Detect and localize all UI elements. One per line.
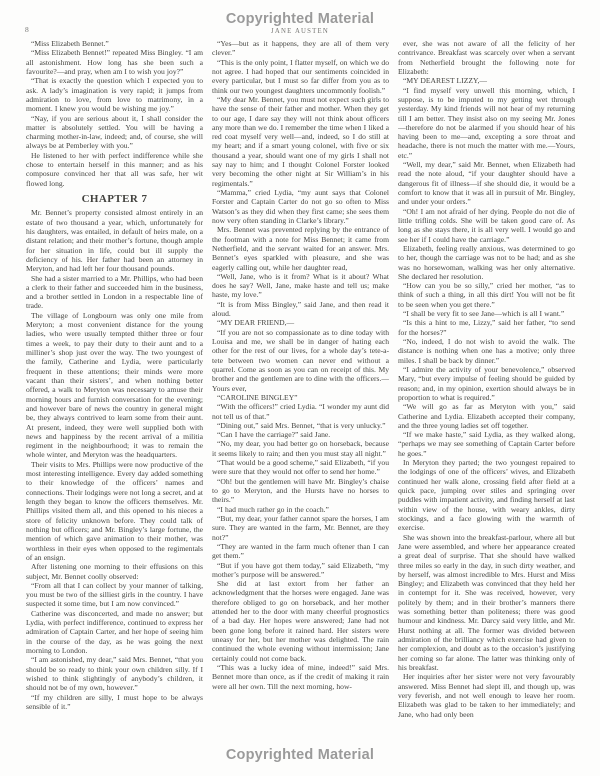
paragraph: “Miss Elizabeth Bennet.” xyxy=(31,39,109,48)
paragraph: She had a sister married to a Mr. Phillips, who had been a clerk to their father and succeeded him in the business, and a brother settled in London in a respectable line of trade. xyxy=(26,273,203,311)
watermark-bottom: Copyrighted Material xyxy=(225,747,375,763)
paragraph: “From all that I can collect by your manner of talking, you must be two of the silliest girls in the country. I have suspected it some time, but I am now convinced.” xyxy=(26,580,203,609)
text-columns xyxy=(26,39,575,751)
paragraph: “MY DEAR FRIEND,— xyxy=(217,318,295,328)
paragraph: “But, my dear, your father cannot spare the horses, I am sure. They are wanted in the farm, Mr. Bennet, are they not?” xyxy=(212,513,389,542)
text-column-middle xyxy=(212,39,389,751)
paragraph: Their visits to Mrs. Phillips were now productive of the most interesting intelligence. Every day added something to their knowledge of the officers’ names and connections. Their lodgings were not long a secret, and at length they began to know the officers themselves. Mr. Phillips visited them all, and this opened to his nieces a store of felicity unknown before. They could talk of nothing but officers; and Mr. Bingley’s large fortune, the mention of which gave animation to their mother, was worthless in their eyes when opposed to the regimentals of an ensign. xyxy=(26,459,203,562)
paragraph: He listened to her with perfect indifference while she chose to entertain herself in this manner; and as his composure convinced her that all was safe, her wit flowed long. xyxy=(26,150,203,188)
paragraph: “If my children are silly, I must hope to be always sensible of it.” xyxy=(26,692,203,711)
chapter-heading: CHAPTER 7 xyxy=(81,193,148,205)
paragraph: “Nay, if you are serious about it, I shall consider the matter is absolutely settled. You will be having a charming mother-in-law, indeed; and, of course, she will always be at Pemberley with you.” xyxy=(26,113,203,151)
paragraph: “Is this a hint to me, Lizzy,” said her father, “to send for the horses?” xyxy=(398,318,575,337)
paragraph: “Can I have the carriage?” said Jane. xyxy=(217,430,331,440)
paragraph: “Oh! I am not afraid of her dying. People do not die of little trifling colds. She will be taken good care of. As long as she stays there, it is all very well. I would go and see her if I could have the carriage.” xyxy=(398,206,575,244)
paragraph: “That would be a good scheme,” said Elizabeth, “if you were sure that they would not offer to send her home.” xyxy=(212,458,389,477)
paragraph: “Oh! but the gentlemen will have Mr. Bingley’s chaise to go to Meryton, and the Hursts have no horses to theirs.” xyxy=(212,476,389,505)
paragraph: Mr. Bennet’s property consisted almost entirely in an estate of two thousand a year, which, unfortunately for his daughters, was entailed, in default of heirs male, on a distant relation; and their mother’s fortune, though ample for her situation in life, could but ill supply the deficiency of his. Her father had been an attorney in Meryton, and had left her four thousand pounds. xyxy=(26,208,203,274)
paragraph: “But if you have got them today,” said Elizabeth, “my mother’s purpose will be answered.” xyxy=(212,560,389,579)
paragraph: “That is exactly the question which I expected you to ask. A lady’s imagination is very rapid; it jumps from admiration to love, from love to matrimony, in a moment. I knew you would be wishing me joy.” xyxy=(26,76,203,114)
paragraph: “If you are not so compassionate as to dine today with Louisa and me, we shall be in danger of hating each other for the rest of our lives, for a whole day’s tete-a-tete between two women can never end without a quarrel. Come as soon as you can on receipt of this. My brother and the gentlemen are to dine with the officers.—Yours ever, xyxy=(212,327,389,393)
paragraph: “How can you be so silly,” cried her mother, “as to think of such a thing, in all this dirt! You will not be fit to be seen when you get there.” xyxy=(398,281,575,309)
paragraph: After listening one morning to their effusions on this subject, Mr. Bennet coolly observed: xyxy=(26,562,203,581)
paragraph: Elizabeth, feeling really anxious, was determined to go to her, though the carriage was not to be had; and as she was no horsewoman, walking was her only alternative. She declared her resolution. xyxy=(398,243,575,281)
paragraph: “Mamma,” cried Lydia, “my aunt says that Colonel Forster and Captain Carter do not go so often to Miss Watson’s as they did when they first came; she sees them now very often standing in Clarke’s library.” xyxy=(212,188,389,225)
paragraph: “No, my dear, you had better go on horseback, because it seems likely to rain; and then you must stay all night.” xyxy=(212,439,389,458)
paragraph: “If we make haste,” said Lydia, as they walked along, “perhaps we may see something of Captain Carter before he goes.” xyxy=(398,430,575,458)
paragraph: “They are wanted in the farm much oftener than I can get them.” xyxy=(212,541,389,561)
text-column-left xyxy=(26,39,203,751)
paragraph: “My dear Mr. Bennet, you must not expect such girls to have the sense of their father and mother. When they get to our age, I dare say they will not think about officers any more than we do. I remember the time when I liked a red coat myself very well—and, indeed, so I do still at my heart; and if a smart young colonel, with five or six thousand a year, should want one of my girls I shall not say nay to him; and I thought Colonel Forster looked very becoming the other night at Sir William’s in his regimentals.” xyxy=(212,94,389,188)
paragraph: She did at last extort from her father an acknowledgment that the horses were engaged. Jane was therefore obliged to go on horseback, and her mother attended her to the door with many cheerful prognostics of a bad day. Her hopes were answered; Jane had not been gone long before it rained hard. Her sisters were uneasy for her, but her mother was delighted. The rain continued the whole evening without intermission; Jane certainly could not come back. xyxy=(212,579,389,663)
page-number: 8 xyxy=(25,25,29,34)
paragraph: “Yes—but as it happens, they are all of them very clever.” xyxy=(212,39,389,58)
paragraph: “Dining out,” said Mrs. Bennet, “that is very unlucky.” xyxy=(217,420,386,430)
paragraph: “I admire the activity of your benevolence,” observed Mary, “but every impulse of feeling should be guided by reason; and, in my opinion, exertion should always be in proportion to what is required.” xyxy=(398,364,575,402)
paragraph: “MY DEAREST LIZZY,— xyxy=(403,76,487,86)
running-title: JANE AUSTEN xyxy=(271,28,329,35)
paragraph: “It is from Miss Bingley,” said Jane, and then read it aloud. xyxy=(212,299,389,319)
paragraph: “With the officers!” cried Lydia. “I wonder my aunt did not tell us of that.” xyxy=(212,402,389,421)
paragraph: “CAROLINE BINGLEY” xyxy=(217,392,298,402)
paragraph: “Miss Elizabeth Bennet!” repeated Miss Bingley. “I am all astonishment. How long has she been such a favourite?—and pray, when am I to wish you joy?” xyxy=(26,48,203,76)
paragraph: She was shown into the breakfast-parlour, where all but Jane were assembled, and where her appearance created a great deal of surprise. That she should have walked three miles so early in the day, in such dirty weather, and by herself, was almost incredible to Mrs. Hurst and Miss Bingley; and Elizabeth was convinced that they held her in contempt for it. She was received, however, very politely by them; and in their brother’s manners there was something better than politeness; there was good humour and kindness. Mr. Darcy said very little, and Mr. Hurst nothing at all. The former was divided between admiration of the brilliancy which exercise had given to her complexion, and doubt as to the occasion’s justifying her coming so far alone. The latter was thinking only of his breakfast. xyxy=(398,532,575,672)
paragraph: “I find myself very unwell this morning, which, I suppose, is to be imputed to my getting wet through yesterday. My kind friends will not hear of my returning till I am better. They insist also on my seeing Mr. Jones—therefore do not be alarmed if you should hear of his having been to me—and, excepting a sore throat and headache, there is not much the matter with me.—Yours, etc.” xyxy=(398,85,575,160)
paragraph: Mrs. Bennet was prevented replying by the entrance of the footman with a note for Miss Bennet; it came from Netherfield, and the servant waited for an answer. Mrs. Bennet’s eyes sparkled with pleasure, and she was eagerly calling out, while her daughter read, xyxy=(212,225,389,272)
text-column-right xyxy=(398,39,575,751)
paragraph: “I am astonished, my dear,” said Mrs. Bennet, “that you should be so ready to think your own children silly. If I wished to think slightingly of anybody’s children, it should not be of my own, however.” xyxy=(26,655,203,693)
paragraph: “No, indeed, I do not wish to avoid the walk. The distance is nothing when one has a motive; only three miles. I shall be back by dinner.” xyxy=(398,337,575,365)
paragraph: “This was a lucky idea of mine, indeed!” said Mrs. Bennet more than once, as if the credit of making it rain were all her own. Till the next morning, how- xyxy=(212,662,389,691)
paragraph: “Well, Jane, who is it from? What is it about? What does he say? Well, Jane, make haste and tell us; make haste, my love.” xyxy=(212,271,389,300)
paragraph: ever, she was not aware of all the felicity of her contrivance. Breakfast was scarcely over when a servant from Netherfield brought the following note for Elizabeth: xyxy=(398,39,575,76)
paragraph: “This is the only point, I flatter myself, on which we do not agree. I had hoped that our sentiments coincided in every particular, but I must so far differ from you as to think our two youngest daughters uncommonly foolish.” xyxy=(212,57,389,95)
paragraph: “We will go as far as Meryton with you,” said Catherine and Lydia. Elizabeth accepted their company, and the three young ladies set off together. xyxy=(398,402,575,430)
paragraph: “I had much rather go in the coach.” xyxy=(217,504,329,514)
paragraph: “I shall be very fit to see Jane—which is all I want.” xyxy=(403,309,565,319)
running-header xyxy=(0,24,600,36)
paragraph: “Well, my dear,” said Mr. Bennet, when Elizabeth had read the note aloud, “if your daughter should have a dangerous fit of illness—if she should die, it would be a comfort to know that it was all in pursuit of Mr. Bingley, and under your orders.” xyxy=(398,160,575,207)
paragraph: Her inquiries after her sister were not very favourably answered. Miss Bennet had slept ill, and though up, was very feverish, and not well enough to leave her room. Elizabeth was glad to be taken to her immediately; and Jane, who had only been xyxy=(398,672,575,719)
watermark-top: Copyrighted Material xyxy=(225,11,375,27)
paragraph: Catherine was disconcerted, and made no answer; but Lydia, with perfect indifference, continued to express her admiration of Captain Carter, and her hope of seeing him in the course of the day, as he was going the next morning to London. xyxy=(26,608,203,655)
paragraph: The village of Longbourn was only one mile from Meryton; a most convenient distance for the young ladies, who were usually tempted thither three or four times a week, to pay their duty to their aunt and to a milliner’s shop just over the way. The two youngest of the family, Catherine and Lydia, were particularly frequent in these attentions; their minds were more vacant than their sisters’, and when nothing better offered, a walk to Meryton was necessary to amuse their morning hours and furnish conversation for the evening; and however bare of news the country in general might be, they always contrived to learn some from their aunt. At present, indeed, they were well supplied both with news and happiness by the recent arrival of a militia regiment in the neighbourhood; it was to remain the whole winter, and Meryton was the headquarters. xyxy=(26,310,203,460)
paragraph: In Meryton they parted; the two youngest repaired to the lodgings of one of the officers’ wives, and Elizabeth continued her walk alone, crossing field after field at a quick pace, jumping over stiles and springing over puddles with impatient activity, and finding herself at last within view of the house, with weary ankles, dirty stockings, and a face glowing with the warmth of exercise. xyxy=(398,458,575,533)
